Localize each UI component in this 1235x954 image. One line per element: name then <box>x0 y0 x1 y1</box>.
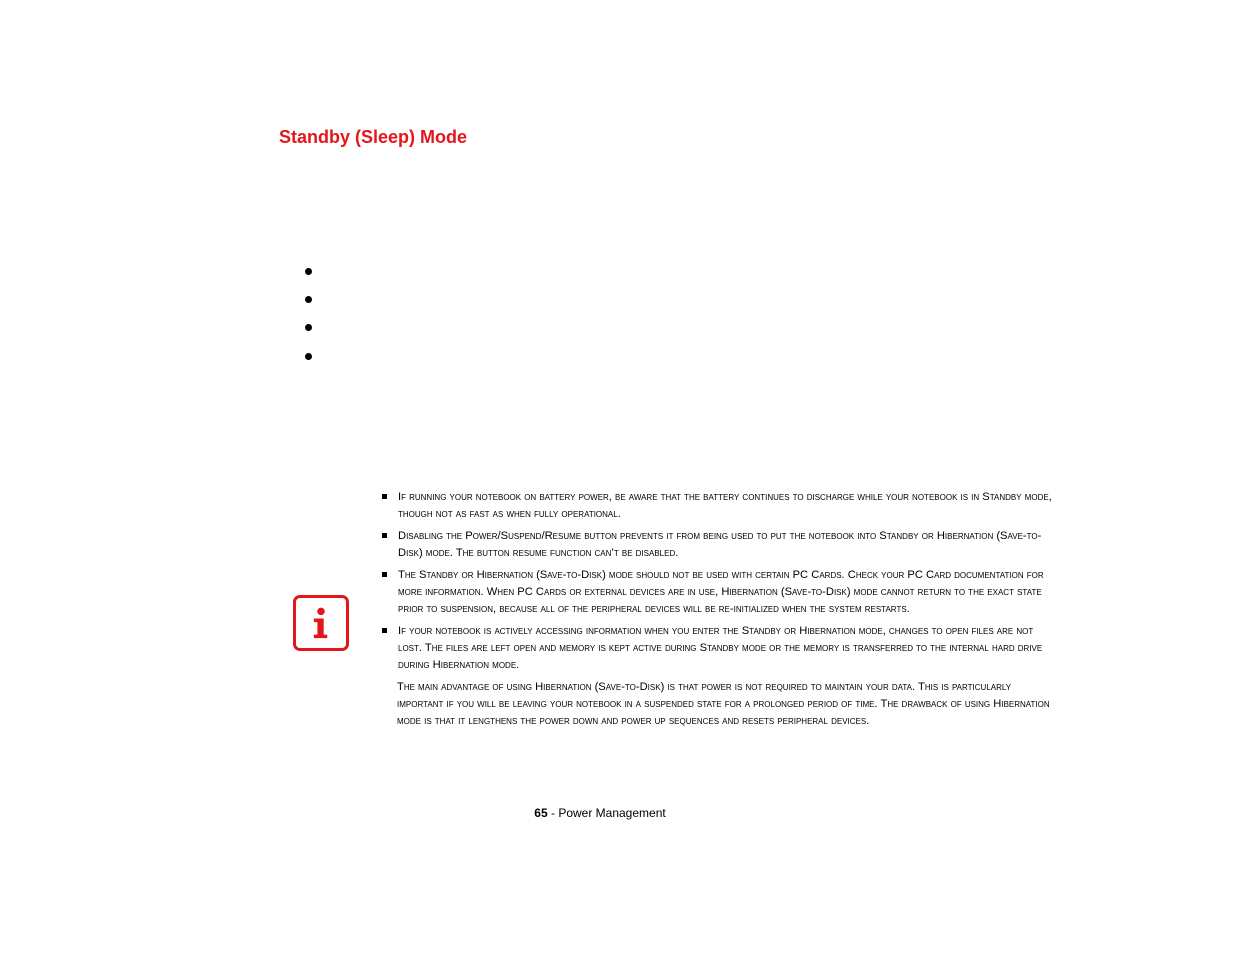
page-number: 65 <box>534 806 548 820</box>
note-item <box>381 623 1055 674</box>
bullet-dot <box>305 353 312 360</box>
square-bullet <box>382 572 387 577</box>
info-icon <box>293 595 349 651</box>
footer-separator: - <box>547 806 559 820</box>
footer-section: Power Management <box>558 806 666 820</box>
page-footer <box>0 806 1200 820</box>
section-heading: Standby (Sleep) Mode <box>279 127 468 147</box>
bullet-dot <box>305 268 312 275</box>
note-item-text: If running your notebook on battery power, be aware that the battery continues to discharge while your notebook is in Standby mode, though not as fast as when fully operational. <box>398 491 1052 520</box>
note-item-text: The Standby or Hibernation (Save-to-Disk) mode should not be used with certain PC Cards. Check your PC Card documentation for more information. When PC Cards or external devices are in use, Hibernation (Save-to-Disk) mode cannot return to the exact state prior to suspension, because all of the peripheral devices will be re-initialized when the system restarts. <box>398 569 1044 615</box>
square-bullet <box>382 533 387 538</box>
bullet-dot <box>305 324 312 331</box>
note-item <box>381 528 1055 562</box>
note-paragraph: The main advantage of using Hibernation (Save-to-Disk) is that power is not required to maintain your data. This is particularly important if you will be leaving your notebook in a suspended state for a prolonged period of time. The drawback of using Hibernation mode is that it lengthens the power down and power up sequences and resets peripheral devices. <box>397 681 1050 727</box>
note-item-text: If your notebook is actively accessing information when you enter the Standby or Hibernation mode, changes to open files are not lost. The files are left open and memory is kept active during Standby mode or the memory is transferred to the internal hard drive during Hibernation mode. <box>398 625 1043 671</box>
square-bullet <box>382 494 387 499</box>
square-bullet <box>382 628 387 633</box>
bullet-dot <box>305 296 312 303</box>
note-block <box>381 489 1055 730</box>
note-item-text: Disabling the Power/Suspend/Resume button prevents it from being used to put the notebook into Standby or Hibernation (Save-to-Disk) mode. The button resume function can’t be disabled. <box>398 530 1042 559</box>
note-item <box>381 489 1055 523</box>
note-item <box>381 567 1055 618</box>
